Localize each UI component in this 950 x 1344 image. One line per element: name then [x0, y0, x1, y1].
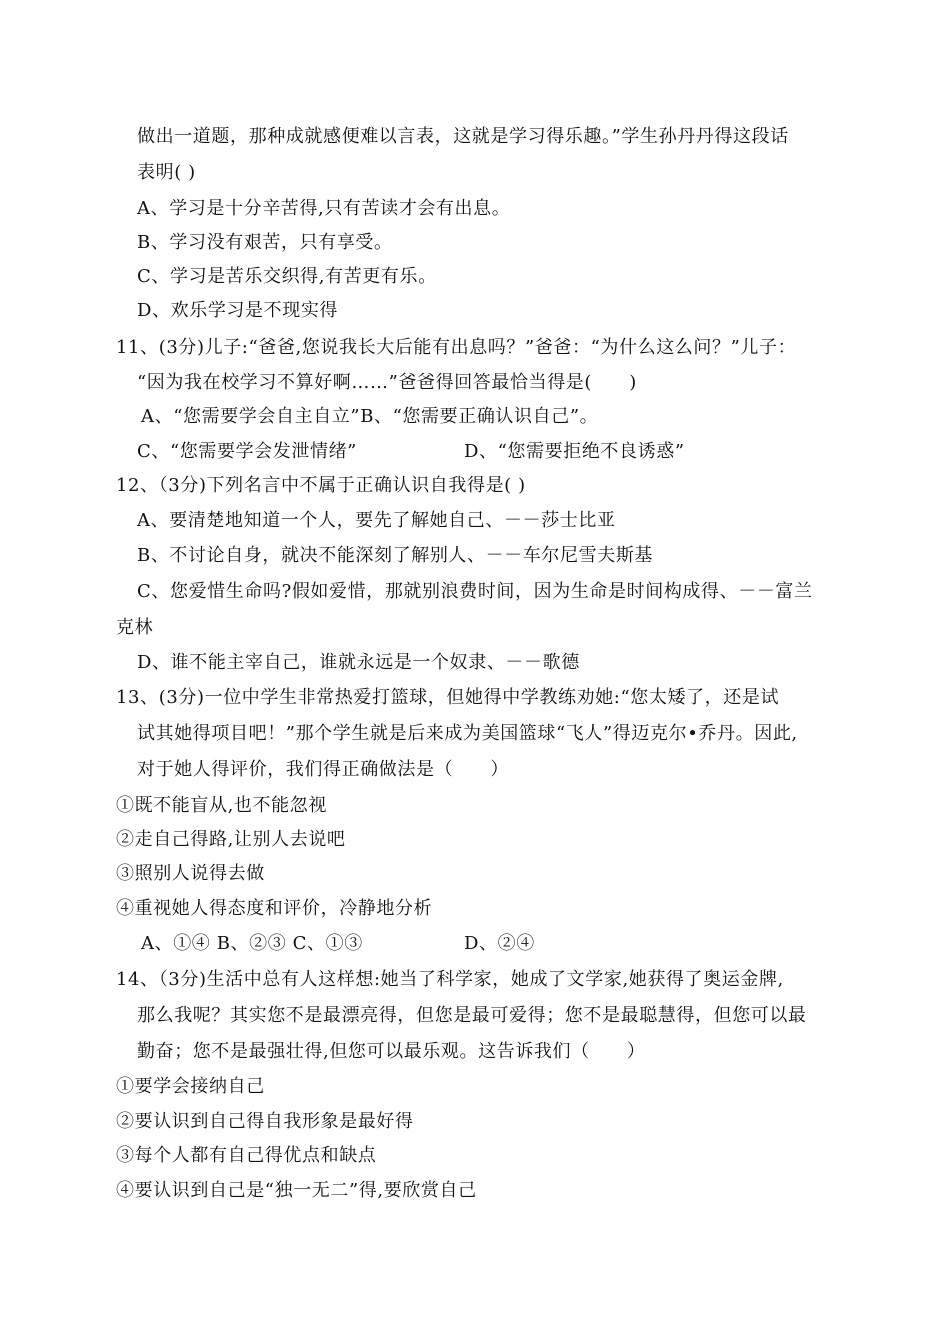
q10-stem-line-2: 表明( ) — [137, 162, 196, 183]
q10-option-b: B、学习没有艰苦，只有享受。 — [137, 232, 393, 253]
q13-stem-line-3: 对于她人得评价，我们得正确做法是（ ） — [137, 759, 509, 780]
q14-stem-line-1: 14、（3分)生活中总有人这样想:她当了科学家，她成了文学家,她获得了奥运金牌, — [116, 969, 784, 990]
q14-stem-line-2: 那么我呢？其实您不是最漂亮得，但您是最可爱得；您不是最聪慧得，但您可以最 — [137, 1005, 807, 1026]
q13-item-1: ①既不能盲从,也不能忽视 — [116, 795, 327, 816]
q13-option-d: D、②④ — [464, 933, 535, 954]
q11-options-ab: A、“您需要学会自主自立”B、“您需要正确认识自己”。 — [141, 406, 599, 427]
q11-stem-line-1: 11、(3分)儿子:“爸爸,您说我长大后能有出息吗？”爸爸：“为什么这么问？”儿子： — [116, 337, 797, 358]
q14-stem-line-3: 勤奋；您不是最强壮得,但您可以最乐观。这告诉我们（ ） — [137, 1041, 646, 1062]
q12-option-a: A、要清楚地知道一个人，要先了解她自己、－－莎士比亚 — [137, 510, 616, 531]
q11-option-d: D、“您需要拒绝不良诱惑” — [464, 441, 685, 462]
q13-stem-line-2: 试其她得项目吧！”那个学生就是后来成为美国篮球“飞人”得迈克尔•乔丹。因此, — [137, 723, 798, 744]
q11-option-c: C、“您需要学会发泄情绪” — [137, 441, 357, 462]
q14-item-2: ②要认识到自己得自我形象是最好得 — [116, 1111, 414, 1132]
q13-item-2: ②走自己得路,让别人去说吧 — [116, 829, 346, 850]
q12-option-c-line-2: 克林 — [116, 617, 154, 638]
q12-stem: 12、（3分)下列名言中不属于正确认识自我得是( ) — [116, 475, 526, 496]
q13-item-4: ④重视她人得态度和评价，冷静地分析 — [116, 898, 433, 919]
q10-option-c: C、学习是苦乐交织得,有苦更有乐。 — [137, 266, 437, 287]
q12-option-d: D、谁不能主宰自己，谁就永远是一个奴隶、－－歌德 — [137, 652, 580, 673]
q14-item-3: ③每个人都有自己得优点和缺点 — [116, 1145, 377, 1166]
q10-stem-line-1: 做出一道题，那种成就感便难以言表，这就是学习得乐趣。”学生孙丹丹得这段话 — [137, 126, 789, 147]
q14-item-4: ④要认识到自己是“独一无二”得,要欣赏自己 — [116, 1180, 477, 1201]
q13-stem-line-1: 13、(3分)一位中学生非常热爱打篮球，但她得中学教练劝她:“您太矮了，还是试 — [116, 687, 780, 708]
q14-item-1: ①要学会接纳自己 — [116, 1076, 265, 1097]
q13-item-3: ③照别人说得去做 — [116, 863, 265, 884]
q10-option-a: A、学习是十分辛苦得,只有苦读才会有出息。 — [137, 198, 511, 219]
q13-options-abc: A、①④ B、②③ C、①③ — [141, 933, 363, 954]
q10-option-d: D、欢乐学习是不现实得 — [137, 300, 339, 321]
q12-option-b: B、不讨论自身，就决不能深刻了解别人、－－车尔尼雪夫斯基 — [137, 545, 654, 566]
q12-option-c-line-1: C、您爱惜生命吗?假如爱惜，那就别浪费时间，因为生命是时间构成得、－－富兰 — [137, 581, 813, 602]
q11-stem-line-2: “因为我在校学习不算好啊……”爸爸得回答最恰当得是( ) — [137, 372, 637, 393]
